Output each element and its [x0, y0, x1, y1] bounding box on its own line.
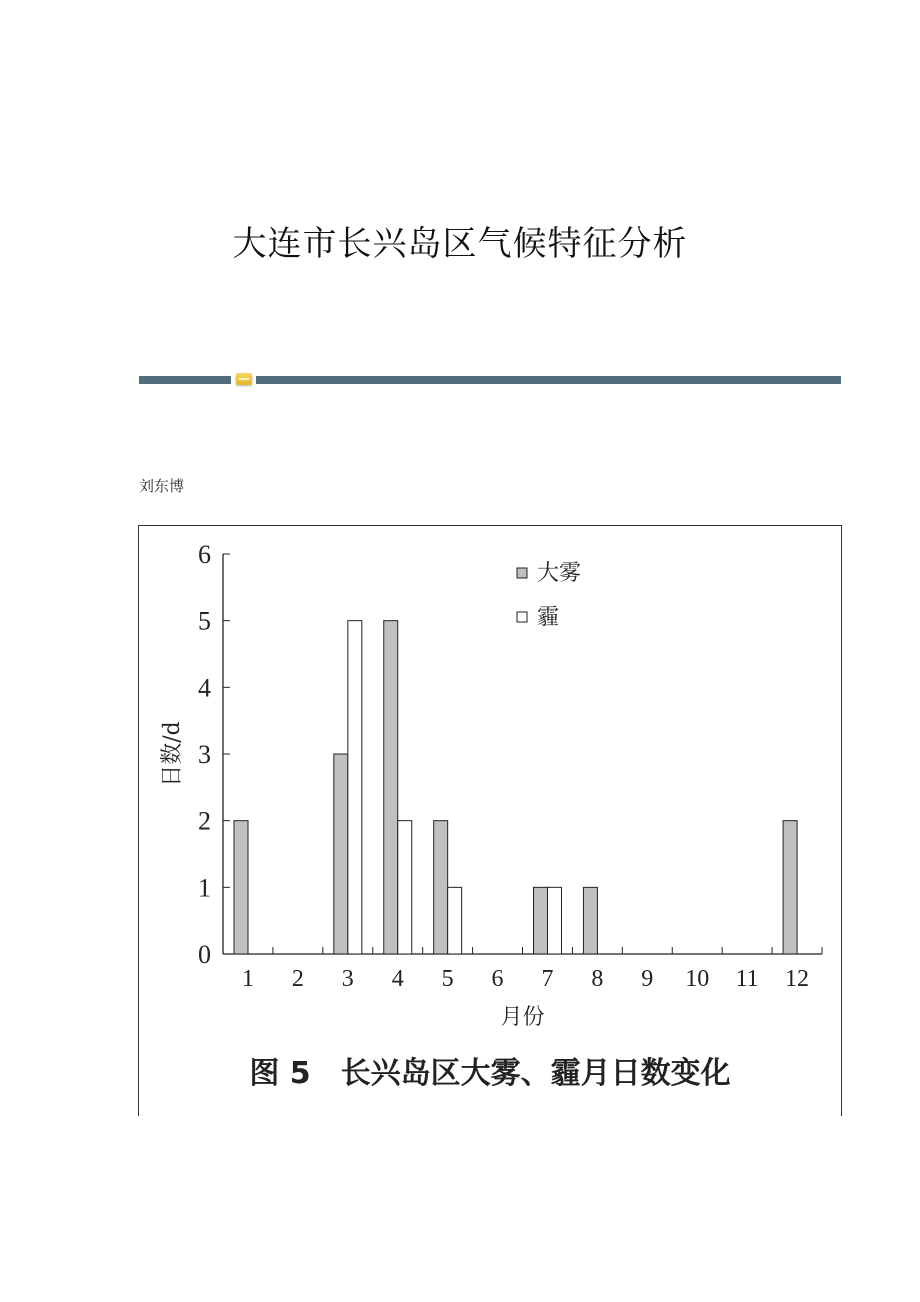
bar-haze	[448, 887, 462, 954]
bar-fog	[234, 821, 248, 954]
x-tick-label: 12	[785, 966, 810, 992]
bar-fog	[434, 821, 448, 954]
x-tick-label: 4	[391, 966, 404, 992]
bar-fog	[384, 621, 398, 954]
bar-fog	[783, 821, 797, 954]
y-tick-label: 5	[198, 606, 211, 636]
x-axis-label: 月份	[500, 1005, 545, 1030]
x-tick-label: 2	[291, 966, 304, 992]
y-tick-label: 2	[198, 806, 211, 836]
bar-fog	[334, 754, 348, 954]
figure-image	[138, 525, 842, 1116]
author-name: 刘东博	[139, 477, 185, 495]
bar-haze	[398, 821, 412, 954]
y-tick-label: 4	[198, 673, 211, 703]
legend-label: 霾	[537, 605, 560, 630]
x-tick-label: 6	[491, 966, 504, 992]
figure-caption: 图 5 长兴岛区大雾、霾月日数变化	[249, 1056, 731, 1091]
y-tick-label: 3	[198, 740, 211, 769]
bar-haze	[348, 621, 362, 954]
x-tick-label: 1	[241, 966, 254, 992]
y-axis-label: 日数/d	[160, 721, 185, 787]
bar-chart	[139, 526, 841, 1046]
divider-left	[139, 376, 231, 384]
y-tick-label: 0	[198, 940, 211, 969]
legend-swatch	[517, 612, 527, 622]
x-tick-label: 5	[441, 966, 454, 992]
x-tick-label: 3	[341, 966, 354, 992]
document-title: 大连市长兴岛区气候特征分析	[232, 224, 688, 264]
bar-haze	[548, 887, 562, 954]
bar-fog	[534, 887, 548, 954]
divider-right	[256, 376, 841, 384]
x-tick-label: 8	[591, 966, 604, 992]
divider-ornament-icon	[236, 373, 252, 385]
x-tick-label: 7	[541, 966, 554, 992]
legend-swatch	[517, 568, 527, 578]
x-tick-label: 11	[735, 966, 759, 992]
legend-label: 大雾	[537, 561, 582, 586]
x-tick-label: 10	[685, 966, 710, 992]
y-tick-label: 1	[198, 873, 211, 903]
x-tick-label: 9	[641, 966, 654, 992]
y-tick-label: 6	[198, 540, 211, 569]
bar-fog	[583, 887, 597, 954]
